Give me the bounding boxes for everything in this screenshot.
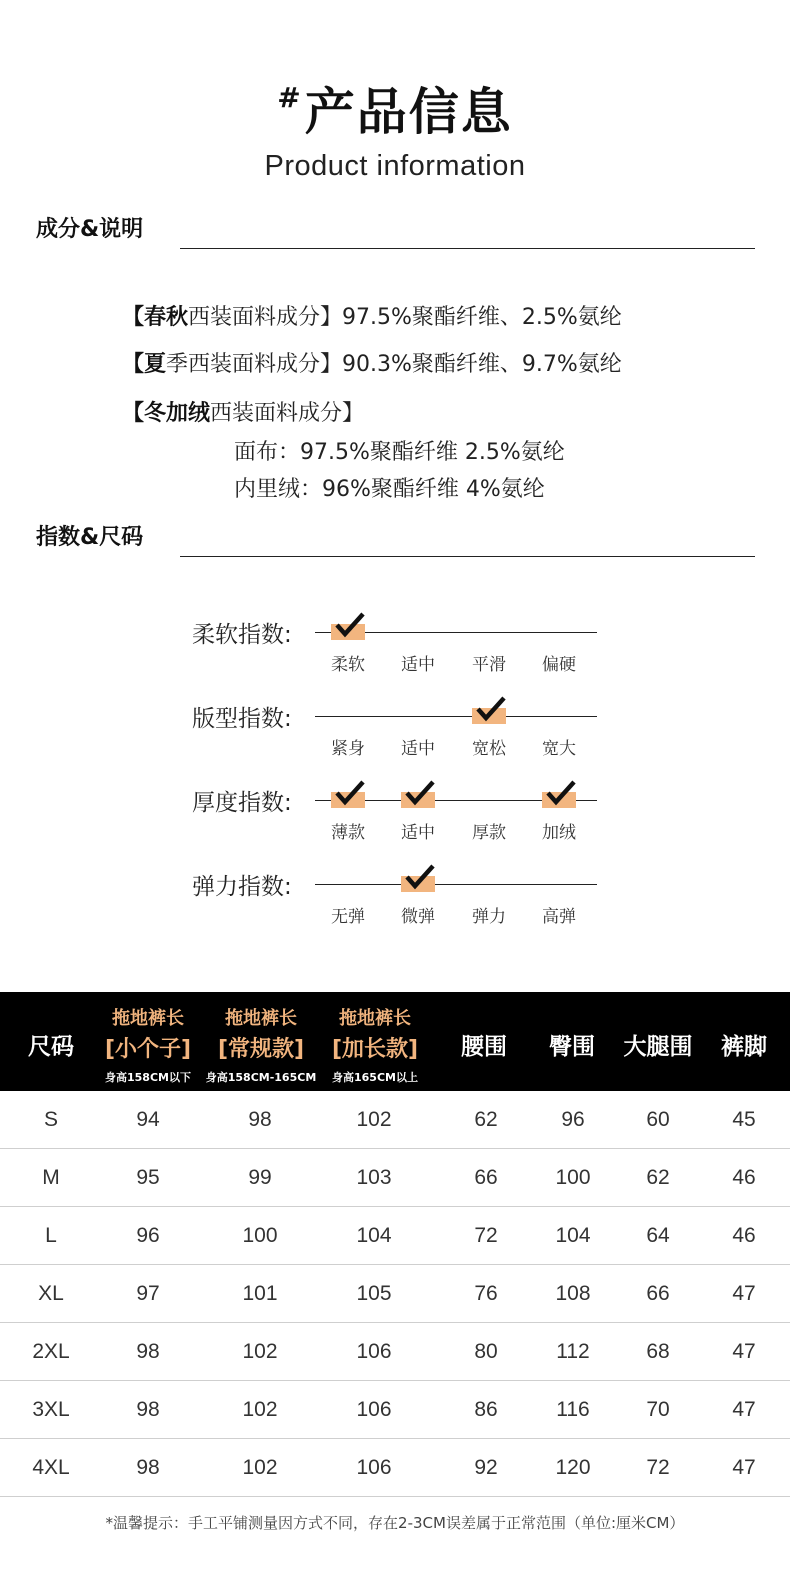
cell-length-long: 106	[356, 1456, 392, 1479]
cell-hem: 47	[732, 1398, 756, 1421]
cell-length-long: 105	[356, 1282, 392, 1305]
table-row	[0, 1091, 790, 1149]
cell-hem: 47	[732, 1282, 756, 1305]
cell-length-regular: 101	[242, 1282, 278, 1305]
cell-length-small: 98	[136, 1456, 160, 1479]
cell-hip: 108	[555, 1282, 591, 1305]
composition-line-spring: 【春秋西装面料成分】97.5%聚酯纤维、2.5%氨纶	[122, 305, 622, 330]
measurement-note: *温馨提示：手工平铺测量因方式不同，存在2-3CM误差属于正常范围（单位:厘米CM）	[105, 1514, 685, 1532]
check-icon	[335, 780, 365, 806]
header-length-small: 拖地裤长 [小个子] 身高158CM以下	[104, 1008, 192, 1084]
cell-length-small: 97	[136, 1282, 160, 1305]
cell-thigh: 66	[646, 1282, 670, 1305]
index-label: 厚度指数:	[192, 790, 292, 816]
table-row	[0, 1207, 790, 1265]
check-icon	[335, 612, 365, 638]
cell-size: 4XL	[32, 1456, 70, 1479]
index-option: 紧身	[331, 739, 365, 759]
table-row	[0, 1323, 790, 1381]
selected-marker	[401, 792, 435, 808]
header-waist: 腰围	[461, 1034, 507, 1060]
table-row	[0, 1381, 790, 1439]
index-heading: 指数&尺码	[36, 525, 144, 550]
cell-hem: 47	[732, 1340, 756, 1363]
cell-hip: 96	[561, 1108, 585, 1131]
composition-sub-outer: 面布：97.5%聚酯纤维 2.5%氨纶	[234, 440, 565, 465]
index-label: 柔软指数:	[192, 622, 292, 648]
selected-marker	[472, 708, 506, 724]
cell-hem: 46	[732, 1224, 756, 1247]
cell-size: 3XL	[32, 1398, 70, 1421]
index-option: 平滑	[472, 655, 506, 675]
index-option: 宽大	[542, 739, 576, 759]
check-icon	[476, 696, 506, 722]
cell-hem: 47	[732, 1456, 756, 1479]
index-option: 加绒	[542, 823, 576, 843]
cell-thigh: 62	[646, 1166, 670, 1189]
table-row	[0, 1265, 790, 1323]
cell-waist: 76	[474, 1282, 498, 1305]
check-icon	[546, 780, 576, 806]
cell-thigh: 60	[646, 1108, 670, 1131]
cell-hip: 112	[556, 1340, 590, 1363]
cell-length-long: 103	[356, 1166, 392, 1189]
cell-thigh: 70	[646, 1398, 670, 1421]
index-scale-line	[315, 884, 597, 885]
cell-size: 2XL	[32, 1340, 70, 1363]
cell-length-regular: 102	[242, 1456, 278, 1479]
table-row	[0, 1439, 790, 1497]
cell-length-regular: 98	[248, 1108, 272, 1131]
header-length-regular: 拖地裤长 [常规款] 身高158CM-165CM	[205, 1008, 317, 1084]
selected-marker	[542, 792, 576, 808]
cell-length-small: 95	[136, 1166, 160, 1189]
cell-length-long: 104	[356, 1224, 392, 1247]
cell-length-regular: 100	[242, 1224, 278, 1247]
header-length-long: 拖地裤长 [加长款] 身高165CM以上	[331, 1008, 419, 1084]
cell-size: S	[43, 1108, 58, 1131]
cell-thigh: 68	[646, 1340, 670, 1363]
index-divider	[180, 556, 755, 557]
cell-length-long: 106	[356, 1340, 392, 1363]
selected-marker	[401, 876, 435, 892]
cell-length-long: 106	[356, 1398, 392, 1421]
index-label: 弹力指数:	[192, 874, 292, 900]
cell-hem: 46	[732, 1166, 756, 1189]
cell-size: XL	[38, 1282, 64, 1305]
check-icon	[405, 864, 435, 890]
index-option: 适中	[401, 823, 435, 843]
cell-length-small: 98	[136, 1398, 160, 1421]
cell-hip: 120	[555, 1456, 591, 1479]
cell-length-regular: 102	[242, 1398, 278, 1421]
cell-hem: 45	[732, 1108, 756, 1131]
selected-marker	[331, 624, 365, 640]
title-text: 产品信息	[304, 83, 513, 141]
index-option: 薄款	[331, 823, 365, 843]
index-option: 宽松	[472, 739, 506, 759]
cell-waist: 66	[474, 1166, 498, 1189]
cell-length-small: 96	[136, 1224, 160, 1247]
cell-waist: 92	[474, 1456, 498, 1479]
index-option: 适中	[401, 655, 435, 675]
composition-divider	[180, 248, 755, 249]
cell-waist: 86	[474, 1398, 498, 1421]
cell-length-small: 94	[136, 1108, 160, 1131]
cell-length-regular: 102	[242, 1340, 278, 1363]
index-option: 偏硬	[542, 655, 576, 675]
header-hip: 臀围	[549, 1034, 595, 1060]
cell-thigh: 72	[646, 1456, 670, 1479]
cell-size: L	[45, 1224, 57, 1247]
composition-line-summer: 【夏季西装面料成分】90.3%聚酯纤维、9.7%氨纶	[122, 352, 622, 377]
check-icon	[405, 780, 435, 806]
cell-size: M	[42, 1166, 60, 1189]
cell-hip: 104	[555, 1224, 591, 1247]
composition-heading: 成分&说明	[36, 217, 144, 242]
size-table-header	[0, 992, 790, 1091]
cell-hip: 100	[555, 1166, 591, 1189]
index-label: 版型指数:	[192, 706, 292, 732]
composition-sub-lining: 内里绒：96%聚酯纤维 4%氨纶	[234, 477, 545, 502]
index-scale-line	[315, 716, 597, 717]
index-option: 适中	[401, 739, 435, 759]
title-hash: #	[277, 81, 303, 114]
page-title	[0, 72, 790, 144]
cell-length-small: 98	[136, 1340, 160, 1363]
index-option: 弹力	[472, 907, 506, 927]
header-thigh: 大腿围	[623, 1034, 693, 1060]
header-hem: 裤脚	[721, 1034, 767, 1060]
index-option: 厚款	[472, 823, 506, 843]
index-option: 柔软	[331, 655, 365, 675]
index-option: 高弹	[542, 907, 576, 927]
cell-length-regular: 99	[248, 1166, 272, 1189]
index-option: 无弹	[331, 907, 365, 927]
cell-length-long: 102	[356, 1108, 392, 1131]
page-subtitle: Product information	[264, 150, 526, 182]
index-option: 微弹	[401, 907, 435, 927]
cell-hip: 116	[556, 1398, 590, 1421]
cell-thigh: 64	[646, 1224, 670, 1247]
cell-waist: 72	[474, 1224, 498, 1247]
cell-waist: 80	[474, 1340, 498, 1363]
composition-line-winter: 【冬加绒西装面料成分】	[122, 401, 365, 426]
header-size: 尺码	[28, 1034, 74, 1060]
cell-waist: 62	[474, 1108, 498, 1131]
table-row	[0, 1149, 790, 1207]
selected-marker	[331, 792, 365, 808]
